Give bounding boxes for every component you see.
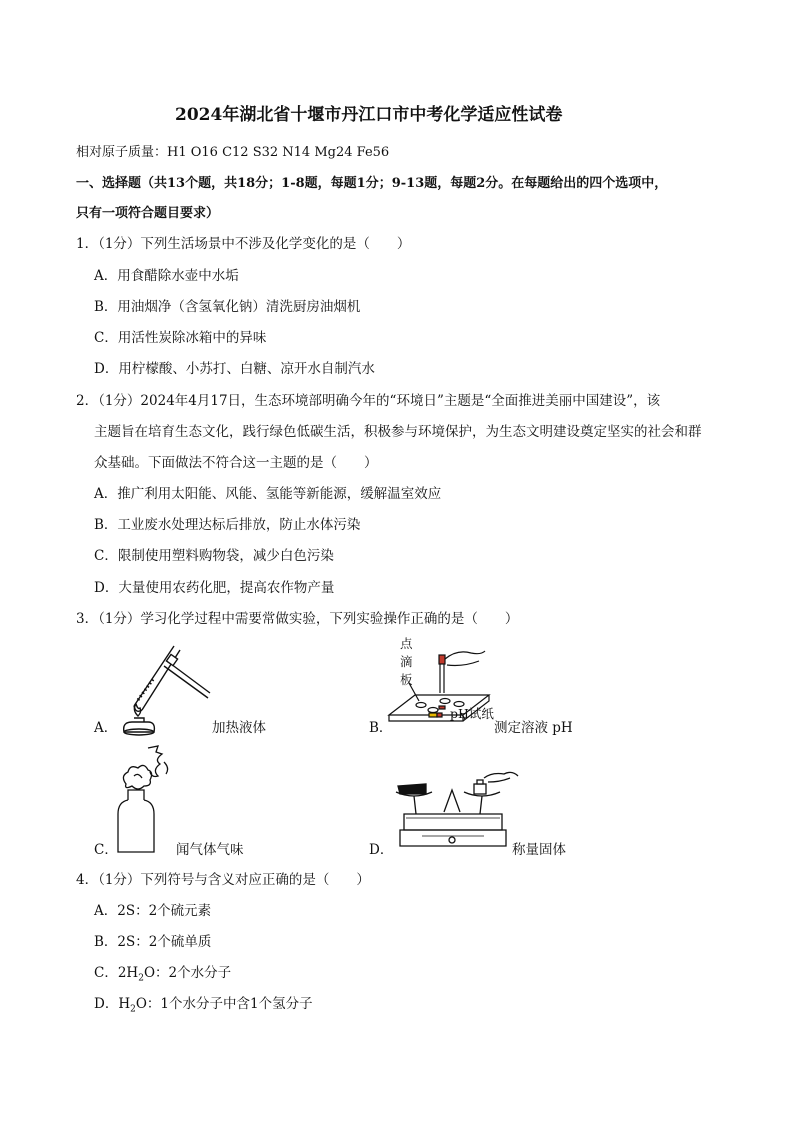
q3-option-c-caption: 闻气体气味 [176, 842, 244, 858]
q4-option-d [94, 998, 313, 1015]
section-heading-line1: 一、选择题（共13个题，共18分；1-8题，每题1分；9-13题，每题2分。在每题给出的四个选项中， [76, 176, 668, 191]
spot-plate-label-dian: 点 [400, 636, 413, 651]
q1-option-b: B．用油烟净（含氢氧化钠）清洗厨房油烟机 [94, 299, 361, 315]
q3-option-a-letter: A． [94, 720, 118, 736]
q2-stem-line1: 2．（1分）2024年4月17日，生态环境部明确今年的“环境日”主题是“全面推进美丽中国建设”，该 [76, 393, 661, 409]
q4-option-a: A．2S：2个硫元素 [94, 903, 212, 919]
balance-scale-icon [392, 762, 522, 860]
q4-option-d-sub: 2 [130, 1004, 136, 1015]
ph-paper-label: pH试纸 [450, 706, 494, 721]
q4-option-c-sub: 2 [138, 973, 144, 984]
atomic-masses: 相对原子质量：H1 O16 C12 S32 N14 Mg24 Fe56 [76, 145, 390, 160]
q4-option-c-pre: C．2H [94, 965, 139, 981]
q4-option-d-post: O：1个水分子中含1个氢分子 [135, 996, 313, 1012]
q4-option-c-post: O：2个水分子 [143, 965, 232, 981]
q3-option-d-caption: 称量固体 [512, 842, 566, 858]
q4-option-b: B．2S：2个硫单质 [94, 934, 212, 950]
q4-option-c [94, 967, 231, 984]
q2-stem-line3: 众基础。下面做法不符合这一主题的是（ ） [94, 455, 378, 471]
q3-option-d-letter: D． [369, 842, 394, 858]
q2-option-a: A．推广利用太阳能、风能、氢能等新能源，缓解温室效应 [94, 486, 442, 502]
q4-option-d-pre: D．H [94, 996, 131, 1012]
q2-option-b: B．工业废水处理达标后排放，防止水体污染 [94, 517, 361, 533]
q2-option-d: D．大量使用农药化肥，提高农作物产量 [94, 580, 335, 596]
q3-option-b-letter: B． [369, 720, 393, 736]
spot-plate-label-di: 滴 [400, 654, 413, 669]
q1-option-d: D．用柠檬酸、小苏打、白糖、凉开水自制汽水 [94, 361, 375, 377]
q3-option-c-letter: C． [94, 842, 118, 858]
section-heading-line2: 只有一项符合题目要求） [76, 206, 220, 221]
spot-plate-label-ban: 板 [400, 672, 413, 687]
q4-stem: 4．（1分）下列符号与含义对应正确的是（ ） [76, 872, 370, 888]
q1-stem: 1．（1分）下列生活场景中不涉及化学变化的是（ ） [76, 236, 411, 252]
page-title: 2024年湖北省十堰市丹江口市中考化学适应性试卷 [175, 105, 563, 125]
q3-option-b-caption: 测定溶液 pH [494, 720, 573, 736]
gas-bottle-icon [112, 740, 182, 860]
q3-stem: 3．（1分）学习化学过程中需要常做实验，下列实验操作正确的是（ ） [76, 611, 519, 627]
test-tube-heating-icon [112, 636, 212, 736]
q3-option-a-caption: 加热液体 [212, 720, 266, 736]
q1-option-a: A．用食醋除水壶中水垢 [94, 268, 239, 284]
q2-option-c: C．限制使用塑料购物袋，减少白色污染 [94, 548, 334, 564]
q2-stem-line2: 主题旨在培育生态文化，践行绿色低碳生活，积极参与环境保护，为生态文明建设奠定坚实的社会和群 [94, 424, 702, 440]
q1-option-c: C．用活性炭除冰箱中的异味 [94, 330, 267, 346]
